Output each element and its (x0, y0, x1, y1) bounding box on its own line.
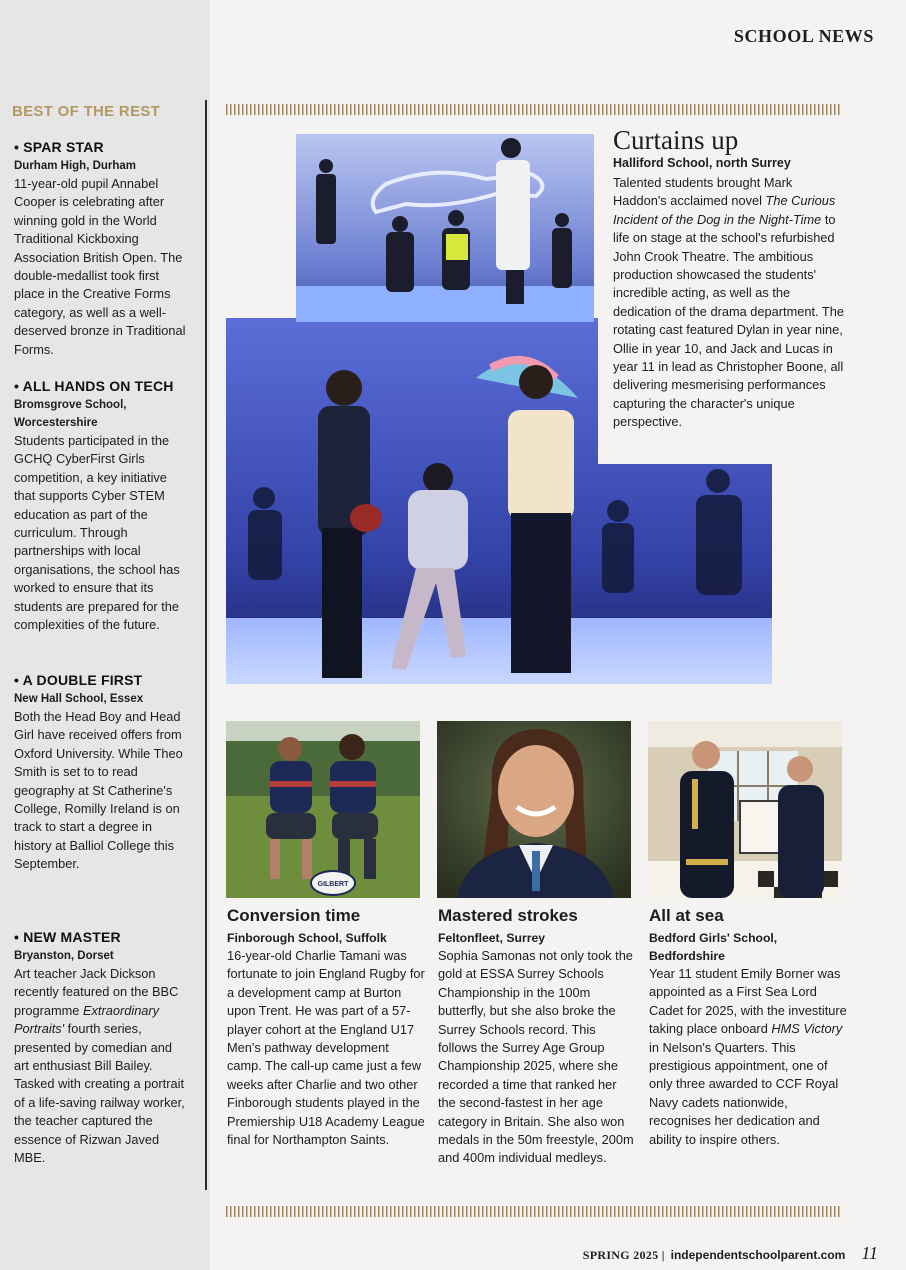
article-school: Feltonfleet, Surrey (438, 931, 546, 945)
sidebar-item-school: Durham High, Durham (14, 160, 137, 172)
sidebar-item-school: Bryanston, Dorset (14, 950, 114, 962)
sidebar-item-new-master (14, 929, 190, 1167)
article-body: Year 11 student Emily Borner was appointed as a First Sea Lord Cadet for 2025, with the investiture taking place onboard HMS Victory in Nelson's Quarters. This prestigious appointment, one of only three awarded to CCF Royal Navy cadets nationwide, recognises her dedication and ability to inspire others. (649, 966, 847, 1147)
sidebar-item-body: 11-year-old pupil Annabel Cooper is celebrating after winning gold in the World Traditional Kickboxing Association British Open. The double-medallist took first place in the Creative Forms category, as well as a well-deserved bronze in Traditional Forms. (14, 176, 186, 357)
sidebar-item-body: Students participated in the GCHQ CyberFirst Girls competition, a key initiative that supports Cyber STEM education as part of the curriculum. Through partnerships with local organisations, the school has worked to ensure that its students are prepared for the complexities of the future. (14, 433, 180, 633)
sidebar-item-title: • ALL HANDS ON TECH (14, 378, 174, 394)
website-link[interactable]: independentschoolparent.com (670, 1248, 846, 1262)
svg-text:GILBERT: GILBERT (317, 881, 349, 888)
page-footer (583, 1243, 878, 1264)
section-label: SCHOOL NEWS (733, 26, 874, 46)
sidebar-item-school: New Hall School, Essex (14, 693, 144, 705)
article-all-at-sea (649, 906, 847, 1149)
decorative-rule-bottom (226, 1206, 842, 1217)
page-number: 11 (861, 1243, 878, 1263)
article-body: 16-year-old Charlie Tamani was fortunate to join England Rugby for a development camp at Burton upon Trent. He was part of a 57-player cohort at the England U17 Men's pathway development camp. The call-up came just a few weeks after Charlie and two other Finborough students played in the Premiership U18 Academy League final for Northampton Saints. (227, 948, 425, 1148)
student-portrait-photo (437, 721, 631, 898)
sidebar-item-title: • A DOUBLE FIRST (14, 672, 143, 688)
article-mastered-strokes (438, 906, 636, 1168)
article-headline: Mastered strokes (438, 906, 578, 925)
sidebar-divider (205, 100, 207, 1190)
article-body: Sophia Samonas not only took the gold at ESSA Surrey Schools Championship in the 100m butterfly, but she also broke the Surrey Schools record. This follows the Surrey Age Group Championship 2025, where she recorded a time that ranked her the second-fastest in her age category in Britain. She also won medals in the 50m freestyle, 200m and 400m individual medleys. (438, 948, 634, 1166)
sidebar-item-double-first (14, 672, 190, 874)
issue-label: SPRING 2025 | (582, 1248, 665, 1262)
article-headline: Conversion time (227, 906, 361, 925)
sidebar-heading: BEST OF THE REST (12, 103, 161, 120)
stage-scene-photo (296, 134, 594, 322)
article-headline: All at sea (649, 906, 724, 925)
naval-presentation-photo (648, 721, 842, 898)
article-school: Bedford Girls' School, Bedfordshire (649, 931, 778, 963)
lead-headline: Curtains up (613, 125, 739, 155)
article-conversion-time (227, 906, 425, 1149)
sidebar-item-title: • SPAR STAR (14, 139, 104, 155)
sidebar-item-spar-star (14, 139, 190, 359)
decorative-rule-top (226, 104, 842, 115)
sidebar-item-school: Bromsgrove School, Worcestershire (14, 399, 127, 429)
sidebar-item-title: • NEW MASTER (14, 929, 121, 945)
sidebar-item-body: Art teacher Jack Dickson recently featured on the BBC programme Extraordinary Portraits' fourth series, presented by comedian and art enthusiast Bill Bailey. Tasked with creating a portrait of a life-saving railway worker, the teacher captured the essence of Rizwan Javed MBE. (14, 966, 185, 1166)
sidebar-item-all-hands-on-tech (14, 378, 190, 634)
rugby-players-photo (226, 721, 420, 898)
sidebar-item-body: Both the Head Boy and Head Girl have received offers from Oxford University. While Theo Smith is set to to read geography at St Catherine's College, Romilly Ireland is on track to start a degree in history at Balliol College this September. (14, 709, 183, 872)
lead-body: Talented students brought Mark Haddon's acclaimed novel The Curious Incident of the Dog in the Night-Time to life on stage at the school's refurbished John Crook Theatre. The ambitious production showcased the students' incredible acting, as well as the dedication of the drama department. The rotating cast featured Dylan in year nine, Ollie in year 10, and Jack and Lucas in year 11 in lead as Christopher Boone, all delivering mesmerising performances capturing the character's unique perspective. (613, 175, 844, 430)
article-school: Finborough School, Suffolk (227, 931, 387, 945)
lead-school: Halliford School, north Surrey (613, 156, 791, 170)
